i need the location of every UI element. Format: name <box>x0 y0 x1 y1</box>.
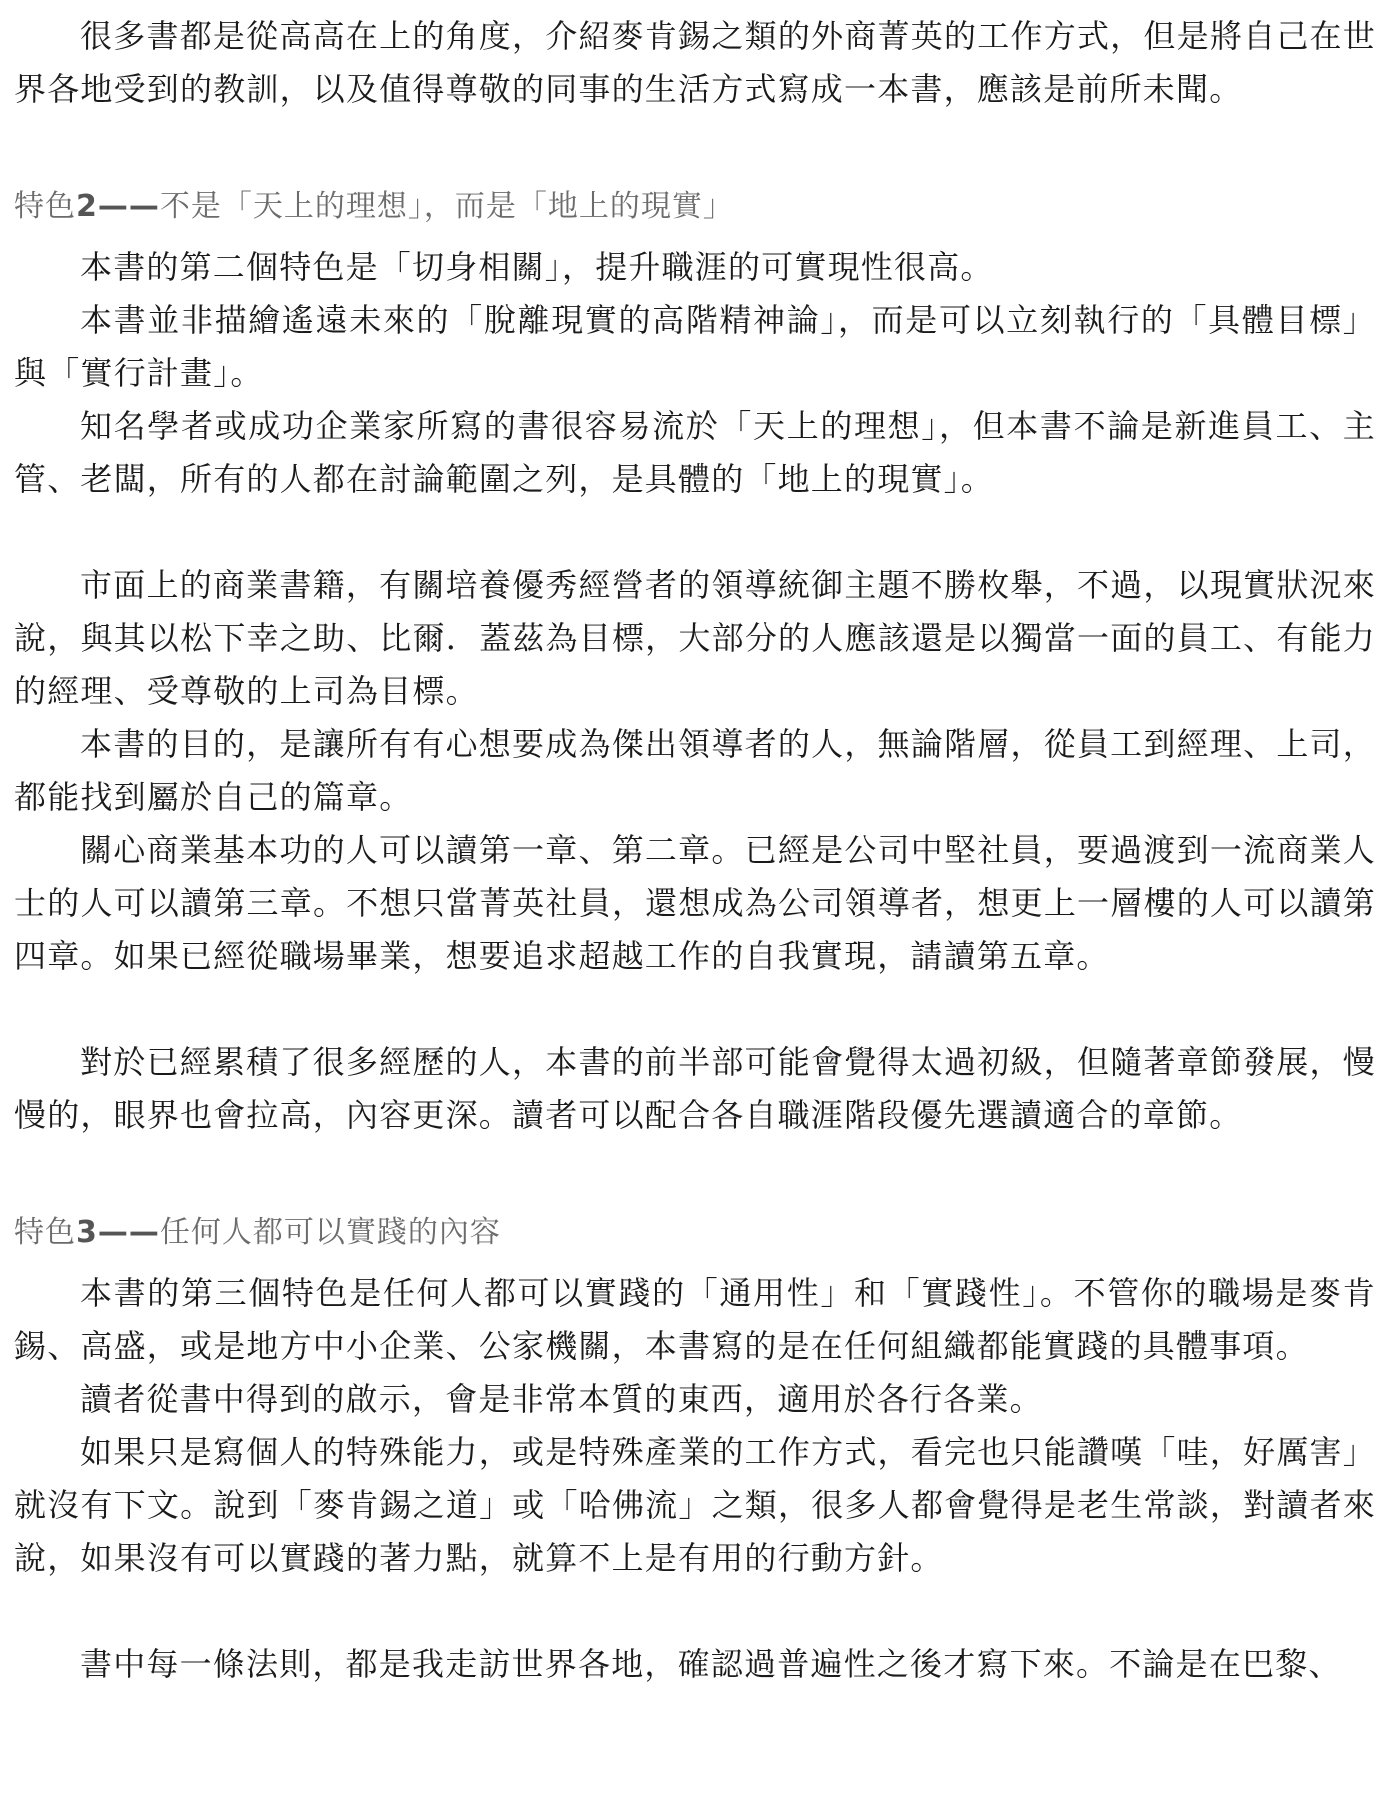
paragraph: 本書的目的，是讓所有有心想要成為傑出領導者的人，無論階層，從員工到經理、上司，都能找到屬於自己的篇章。 <box>14 725 1376 816</box>
heading-prefix: 特色 <box>14 1215 76 1250</box>
paragraph: 知名學者或成功企業家所寫的書很容易流於「天上的理想」，但本書不論是新進員工、主管、老闆，所有的人都在討論範圍之列，是具體的「地上的現實」。 <box>14 407 1376 498</box>
spacer <box>14 1585 1376 1638</box>
paragraph: 本書的第三個特色是任何人都可以實踐的「通用性」和「實踐性」。不管你的職場是麥肯錫、高盛，或是地方中小企業、公家機關，本書寫的是在任何組織都能實踐的具體事項。 <box>14 1274 1376 1365</box>
paragraph: 市面上的商業書籍，有關培養優秀經營者的領導統御主題不勝枚舉，不過，以現實狀況來說，與其以松下幸之助、比爾．蓋茲為目標，大部分的人應該還是以獨當一面的員工、有能力的經理、受尊敬的上司為目標。 <box>14 566 1376 710</box>
section-heading-3 <box>14 1206 1376 1259</box>
paragraph: 如果只是寫個人的特殊能力，或是特殊產業的工作方式，看完也只能讚嘆「哇，好厲害」就沒有下文。說到「麥肯錫之道」或「哈佛流」之類，很多人都會覺得是老生常談，對讀者來說，如果沒有可以實踐的著力點，就算不上是有用的行動方針。 <box>14 1433 1376 1577</box>
paragraph: 對於已經累積了很多經歷的人，本書的前半部可能會覺得太過初級，但隨著章節發展，慢慢的，眼界也會拉高，內容更深。讀者可以配合各自職涯階段優先選讀適合的章節。 <box>14 1043 1376 1134</box>
spacer <box>14 983 1376 1036</box>
paragraph: 本書並非描繪遙遠未來的「脫離現實的高階精神論」，而是可以立刻執行的「具體目標」與「實行計畫」。 <box>14 301 1376 392</box>
heading-number: 3—— <box>76 1215 160 1250</box>
paragraph: 關心商業基本功的人可以讀第一章、第二章。已經是公司中堅社員，要過渡到一流商業人士的人可以讀第三章。不想只當菁英社員，還想成為公司領導者，想更上一層樓的人可以讀第四章。如果已經從職場畢業，想要追求超越工作的自我實現，請讀第五章。 <box>14 831 1376 975</box>
heading-number: 2—— <box>76 189 160 224</box>
heading-text: 任何人都可以實踐的內容 <box>159 1215 501 1250</box>
paragraph: 書中每一條法則，都是我走訪世界各地，確認過普遍性之後才寫下來。不論是在巴黎、 <box>80 1645 1342 1683</box>
spacer <box>14 116 1376 180</box>
spacer <box>14 233 1376 241</box>
paragraph-intro: 很多書都是從高高在上的角度，介紹麥肯錫之類的外商菁英的工作方式，但是將自己在世界各地受到的教訓，以及值得尊敬的同事的生活方式寫成一本書，應該是前所未聞。 <box>14 17 1376 108</box>
section-heading-2 <box>14 180 1376 233</box>
document-page <box>14 10 1376 1691</box>
paragraph: 讀者從書中得到的啟示，會是非常本質的東西，適用於各行各業。 <box>80 1380 1043 1418</box>
paragraph: 本書的第二個特色是「切身相關」，提升職涯的可實現性很高。 <box>80 248 994 286</box>
heading-text: 不是「天上的理想」，而是「地上的現實」 <box>159 189 734 224</box>
spacer <box>14 506 1376 559</box>
spacer <box>14 1259 1376 1267</box>
spacer <box>14 1142 1376 1206</box>
heading-prefix: 特色 <box>14 189 76 224</box>
